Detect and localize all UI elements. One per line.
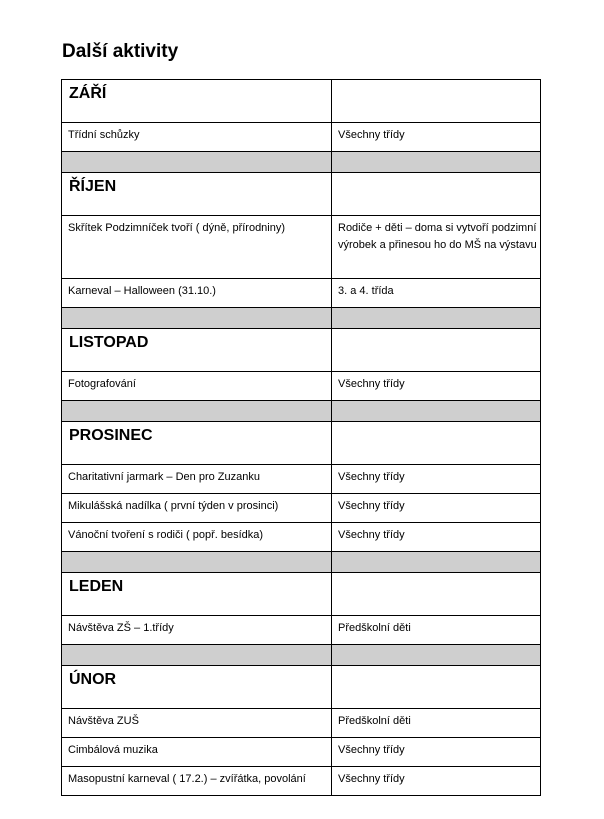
empty-cell (332, 329, 541, 372)
month-row (62, 173, 541, 216)
activity-cell: Cimbálová muzika (62, 738, 332, 767)
participants-cell: Všechny třídy (332, 372, 541, 401)
table-row (62, 616, 541, 645)
participants-cell: Všechny třídy (332, 523, 541, 552)
month-name: ZÁŘÍ (62, 80, 332, 123)
month-name: ÚNOR (62, 666, 332, 709)
month-name: LISTOPAD (62, 329, 332, 372)
separator-row (62, 152, 541, 173)
participants-cell: 3. a 4. třída (332, 279, 541, 308)
table-row (62, 738, 541, 767)
table-row (62, 767, 541, 796)
activity-cell: Fotografování (62, 372, 332, 401)
participants-cell: Předškolní děti (332, 709, 541, 738)
participants-cell: Předškolní děti (332, 616, 541, 645)
activity-cell: Skřítek Podzimníček tvoří ( dýně, přírodniny) (62, 216, 332, 279)
month-name: ŘÍJEN (62, 173, 332, 216)
separator-row (62, 552, 541, 573)
table-row (62, 465, 541, 494)
table-row (62, 216, 541, 279)
month-name: LEDEN (62, 573, 332, 616)
participants-cell: Všechny třídy (332, 494, 541, 523)
activity-cell: Masopustní karneval ( 17.2.) – zvířátka, povolání (62, 767, 332, 796)
activity-cell: Vánoční tvoření s rodiči ( popř. besídka) (62, 523, 332, 552)
separator-row (62, 401, 541, 422)
activity-cell: Karneval – Halloween (31.10.) (62, 279, 332, 308)
participants-cell: Všechny třídy (332, 767, 541, 796)
month-row (62, 329, 541, 372)
activity-cell: Třídní schůzky (62, 123, 332, 152)
activity-cell: Návštěva ZUŠ (62, 709, 332, 738)
separator-row (62, 645, 541, 666)
separator-row (62, 308, 541, 329)
table-row (62, 523, 541, 552)
empty-cell (332, 80, 541, 123)
month-row (62, 80, 541, 123)
empty-cell (332, 666, 541, 709)
activities-table (61, 79, 541, 796)
participants-cell: Všechny třídy (332, 465, 541, 494)
page-title: Další aktivity (62, 41, 179, 62)
table-row (62, 709, 541, 738)
table-row (62, 372, 541, 401)
empty-cell (332, 173, 541, 216)
month-name: PROSINEC (62, 422, 332, 465)
month-row (62, 573, 541, 616)
empty-cell (332, 573, 541, 616)
participants-cell: Rodiče + děti – doma si vytvoří podzimní výrobek a přinesou ho do MŠ na výstavu (332, 216, 541, 279)
table-row (62, 123, 541, 152)
table-row (62, 279, 541, 308)
activity-cell: Mikulášská nadílka ( první týden v prosinci) (62, 494, 332, 523)
participants-cell: Všechny třídy (332, 738, 541, 767)
participants-cell: Všechny třídy (332, 123, 541, 152)
month-row (62, 666, 541, 709)
month-row (62, 422, 541, 465)
table-row (62, 494, 541, 523)
empty-cell (332, 422, 541, 465)
activity-cell: Návštěva ZŠ – 1.třídy (62, 616, 332, 645)
activity-cell: Charitativní jarmark – Den pro Zuzanku (62, 465, 332, 494)
